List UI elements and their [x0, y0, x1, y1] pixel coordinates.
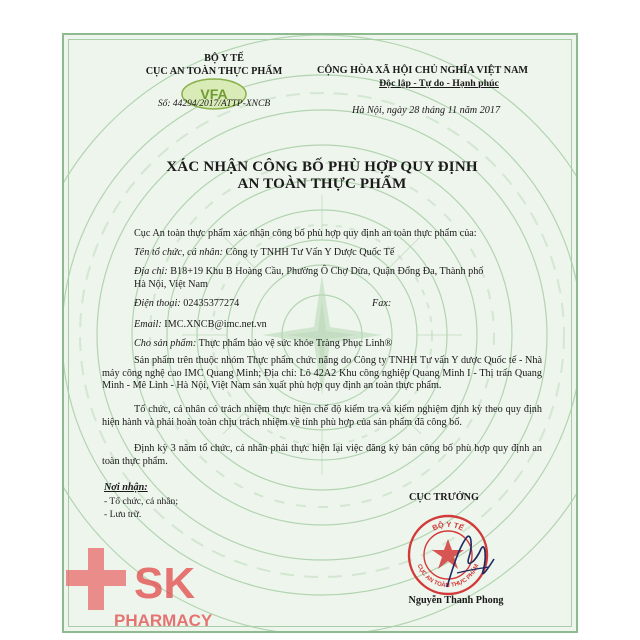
ministry-name: BỘ Y TẾ	[204, 53, 244, 64]
recipient-item: - Lưu trữ.	[104, 509, 142, 520]
address-label: Địa chỉ:	[134, 266, 168, 277]
national-motto: Độc lập - Tự do - Hạnh phúc	[379, 78, 499, 89]
watermark-brand: SK	[134, 559, 196, 608]
signature-title: CỤC TRƯỞNG	[409, 492, 479, 503]
seal-bottom-text: CỤC AN TOÀN THỰC PHẨM	[415, 563, 481, 590]
document-title-line2: AN TOÀN THỰC PHẨM	[237, 176, 407, 192]
watermark-sub: PHARMACY	[114, 611, 213, 630]
agency-logo-text: VFA	[200, 86, 228, 102]
handwritten-signature	[439, 527, 499, 597]
seal-top-text: BỘ Y TẾ	[430, 519, 466, 533]
recipients-heading: Nơi nhận:	[104, 482, 148, 493]
issue-date: Hà Nội, ngày 28 tháng 11 năm 2017	[352, 105, 501, 116]
pharmacy-watermark-logo	[62, 540, 252, 635]
phone-row	[134, 298, 239, 310]
organization-value: Công ty TNHH Tư Vấn Y Dược Quốc Tế	[225, 247, 395, 258]
intro-text: Cục An toàn thực phẩm xác nhận công bố phù hợp quy định an toàn thực phẩm của:	[134, 228, 477, 239]
recipient-item: - Tổ chức, cá nhân;	[104, 496, 179, 507]
phone-label: Điện thoại:	[134, 298, 181, 309]
agency-name: CỤC AN TOÀN THỰC PHẨM	[145, 66, 283, 77]
product-value: Thực phẩm bảo vệ sức khỏe Tràng Phục Linh®	[198, 338, 393, 349]
email-label: Email:	[134, 319, 162, 330]
fax-label: Fax:	[372, 298, 392, 309]
document-title-line1: XÁC NHẬN CÔNG BỐ PHÙ HỢP QUY ĐỊNH	[166, 159, 478, 175]
address-value-line1: B18+19 Khu B Hoàng Cầu, Phường Ô Chợ Dừa, Quận Đống Đa, Thành phố	[170, 266, 484, 277]
organization-row	[134, 247, 394, 259]
email-value: IMC.XNCB@imc.net.vn	[164, 319, 267, 330]
paragraph-renewal: Định kỳ 3 năm tổ chức, cá nhân phải thực hiện lại việc đăng ký bản công bố phù hợp quy định an toàn thực phẩm.	[102, 443, 542, 467]
address-value-line2: Hà Nội, Việt Nam	[134, 279, 208, 290]
signer-name: Nguyễn Thanh Phong	[408, 595, 504, 606]
address-row	[134, 266, 483, 278]
paragraph-responsibility: Tổ chức, cá nhân có trách nhiệm thực hiện chế độ kiểm tra và kiểm nghiệm định kỳ theo quy định hiện hành và phải hoàn toàn chịu trách nhiệm về tính phù hợp của sản phẩm đã công bố.	[102, 404, 542, 428]
organization-label: Tên tổ chức, cá nhân:	[134, 247, 224, 258]
product-label: Cho sản phẩm:	[134, 338, 197, 349]
phone-value: 02435377274	[183, 298, 240, 309]
document-number: Số: 44294/2017/ATTP-XNCB	[157, 99, 271, 109]
product-row	[134, 338, 392, 350]
country-name: CỘNG HÒA XÃ HỘI CHỦ NGHĨA VIỆT NAM	[317, 65, 529, 76]
email-row	[134, 319, 267, 331]
paragraph-product-group: Sản phẩm trên thuộc nhóm Thực phẩm chức năng do Công ty TNHH Tư vấn Y dược Quốc tế - Nhà máy công nghệ cao IMC Quang Minh; Địa chỉ: Lô 42A2 Khu công nghiệp Quang Minh I - Thị trấn Quang Minh - Mê Linh - Hà Nội, Việt Nam sản xuất phù hợp quy định an toàn thực phẩm.	[102, 355, 542, 391]
